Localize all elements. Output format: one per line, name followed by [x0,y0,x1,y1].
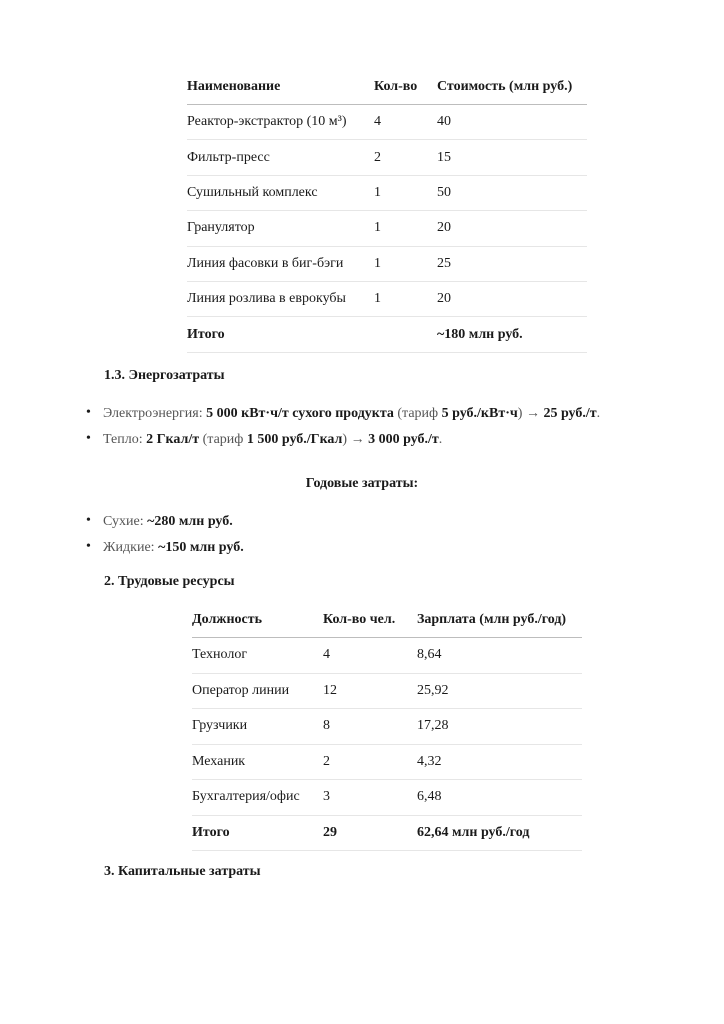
section-heading-labor: 2. Трудовые ресурсы [104,574,235,589]
table-row [187,105,587,140]
equipment-qty: 1 [374,246,437,281]
electricity-line: Электроэнергия: 5 000 кВт·ч/т сухого продукта (тариф 5 руб./кВт·ч) → 25 руб./т. [103,406,601,421]
equipment-cost: 25 [437,246,587,281]
table-row [187,211,587,246]
table-header-row [192,603,582,638]
bullet-icon: • [86,431,91,446]
column-header: Должность [192,603,323,638]
headcount: 2 [323,744,417,780]
salary: 8,64 [417,638,582,674]
table-row [192,780,582,816]
equipment-cost: 50 [437,175,587,210]
table-row [192,673,582,709]
section-heading-energy: 1.3. Энергозатраты [104,368,225,383]
section-heading-capex: 3. Капитальные затраты [104,864,261,879]
equipment-name: Сушильный комплекс [187,175,374,210]
equipment-table [187,70,587,353]
salary: 25,92 [417,673,582,709]
equipment-name: Фильтр-пресс [187,140,374,175]
position-name: Оператор линии [192,673,323,709]
equipment-qty: 2 [374,140,437,175]
table-row [192,744,582,780]
table-row [187,140,587,175]
table-header-row [187,70,587,105]
equipment-name: Реактор-экстрактор (10 м³) [187,105,374,140]
headcount: 8 [323,709,417,745]
position-name: Грузчики [192,709,323,745]
total-label: Итого [187,317,374,352]
total-label: Итого [192,815,323,851]
equipment-qty: 4 [374,105,437,140]
position-name: Бухгалтерия/офис [192,780,323,816]
table-row [187,281,587,316]
bullet-icon: • [86,513,91,528]
position-name: Технолог [192,638,323,674]
bullet-icon: • [86,405,91,420]
equipment-cost: 20 [437,211,587,246]
total-cost: ~180 млн руб. [437,317,587,352]
total-salary: 62,64 млн руб./год [417,815,582,851]
equipment-qty: 1 [374,281,437,316]
column-header: Зарплата (млн руб./год) [417,603,582,638]
salary: 6,48 [417,780,582,816]
heat-line: Тепло: 2 Гкал/т (тариф 1 500 руб./Гкал) → 3 000 руб./т. [103,432,443,447]
table-row [187,246,587,281]
salary: 4,32 [417,744,582,780]
equipment-cost: 40 [437,105,587,140]
total-qty [374,317,437,352]
column-header: Кол-во [374,70,437,105]
equipment-qty: 1 [374,211,437,246]
headcount: 12 [323,673,417,709]
table-total-row [192,815,582,851]
column-header: Кол-во чел. [323,603,417,638]
equipment-qty: 1 [374,175,437,210]
position-name: Механик [192,744,323,780]
table-row [192,709,582,745]
annual-costs-heading: Годовые затраты: [305,476,419,491]
equipment-name: Гранулятор [187,211,374,246]
annual-liquid-line: Жидкие: ~150 млн руб. [103,540,244,555]
equipment-name: Линия розлива в еврокубы [187,281,374,316]
equipment-cost: 20 [437,281,587,316]
headcount: 4 [323,638,417,674]
column-header: Стоимость (млн руб.) [437,70,587,105]
bullet-icon: • [86,539,91,554]
salary: 17,28 [417,709,582,745]
labor-table [192,603,582,851]
table-row [187,175,587,210]
equipment-cost: 15 [437,140,587,175]
annual-dry-line: Сухие: ~280 млн руб. [103,514,233,529]
column-header: Наименование [187,70,374,105]
table-row [192,638,582,674]
total-headcount: 29 [323,815,417,851]
headcount: 3 [323,780,417,816]
equipment-name: Линия фасовки в биг-бэги [187,246,374,281]
table-total-row [187,317,587,352]
